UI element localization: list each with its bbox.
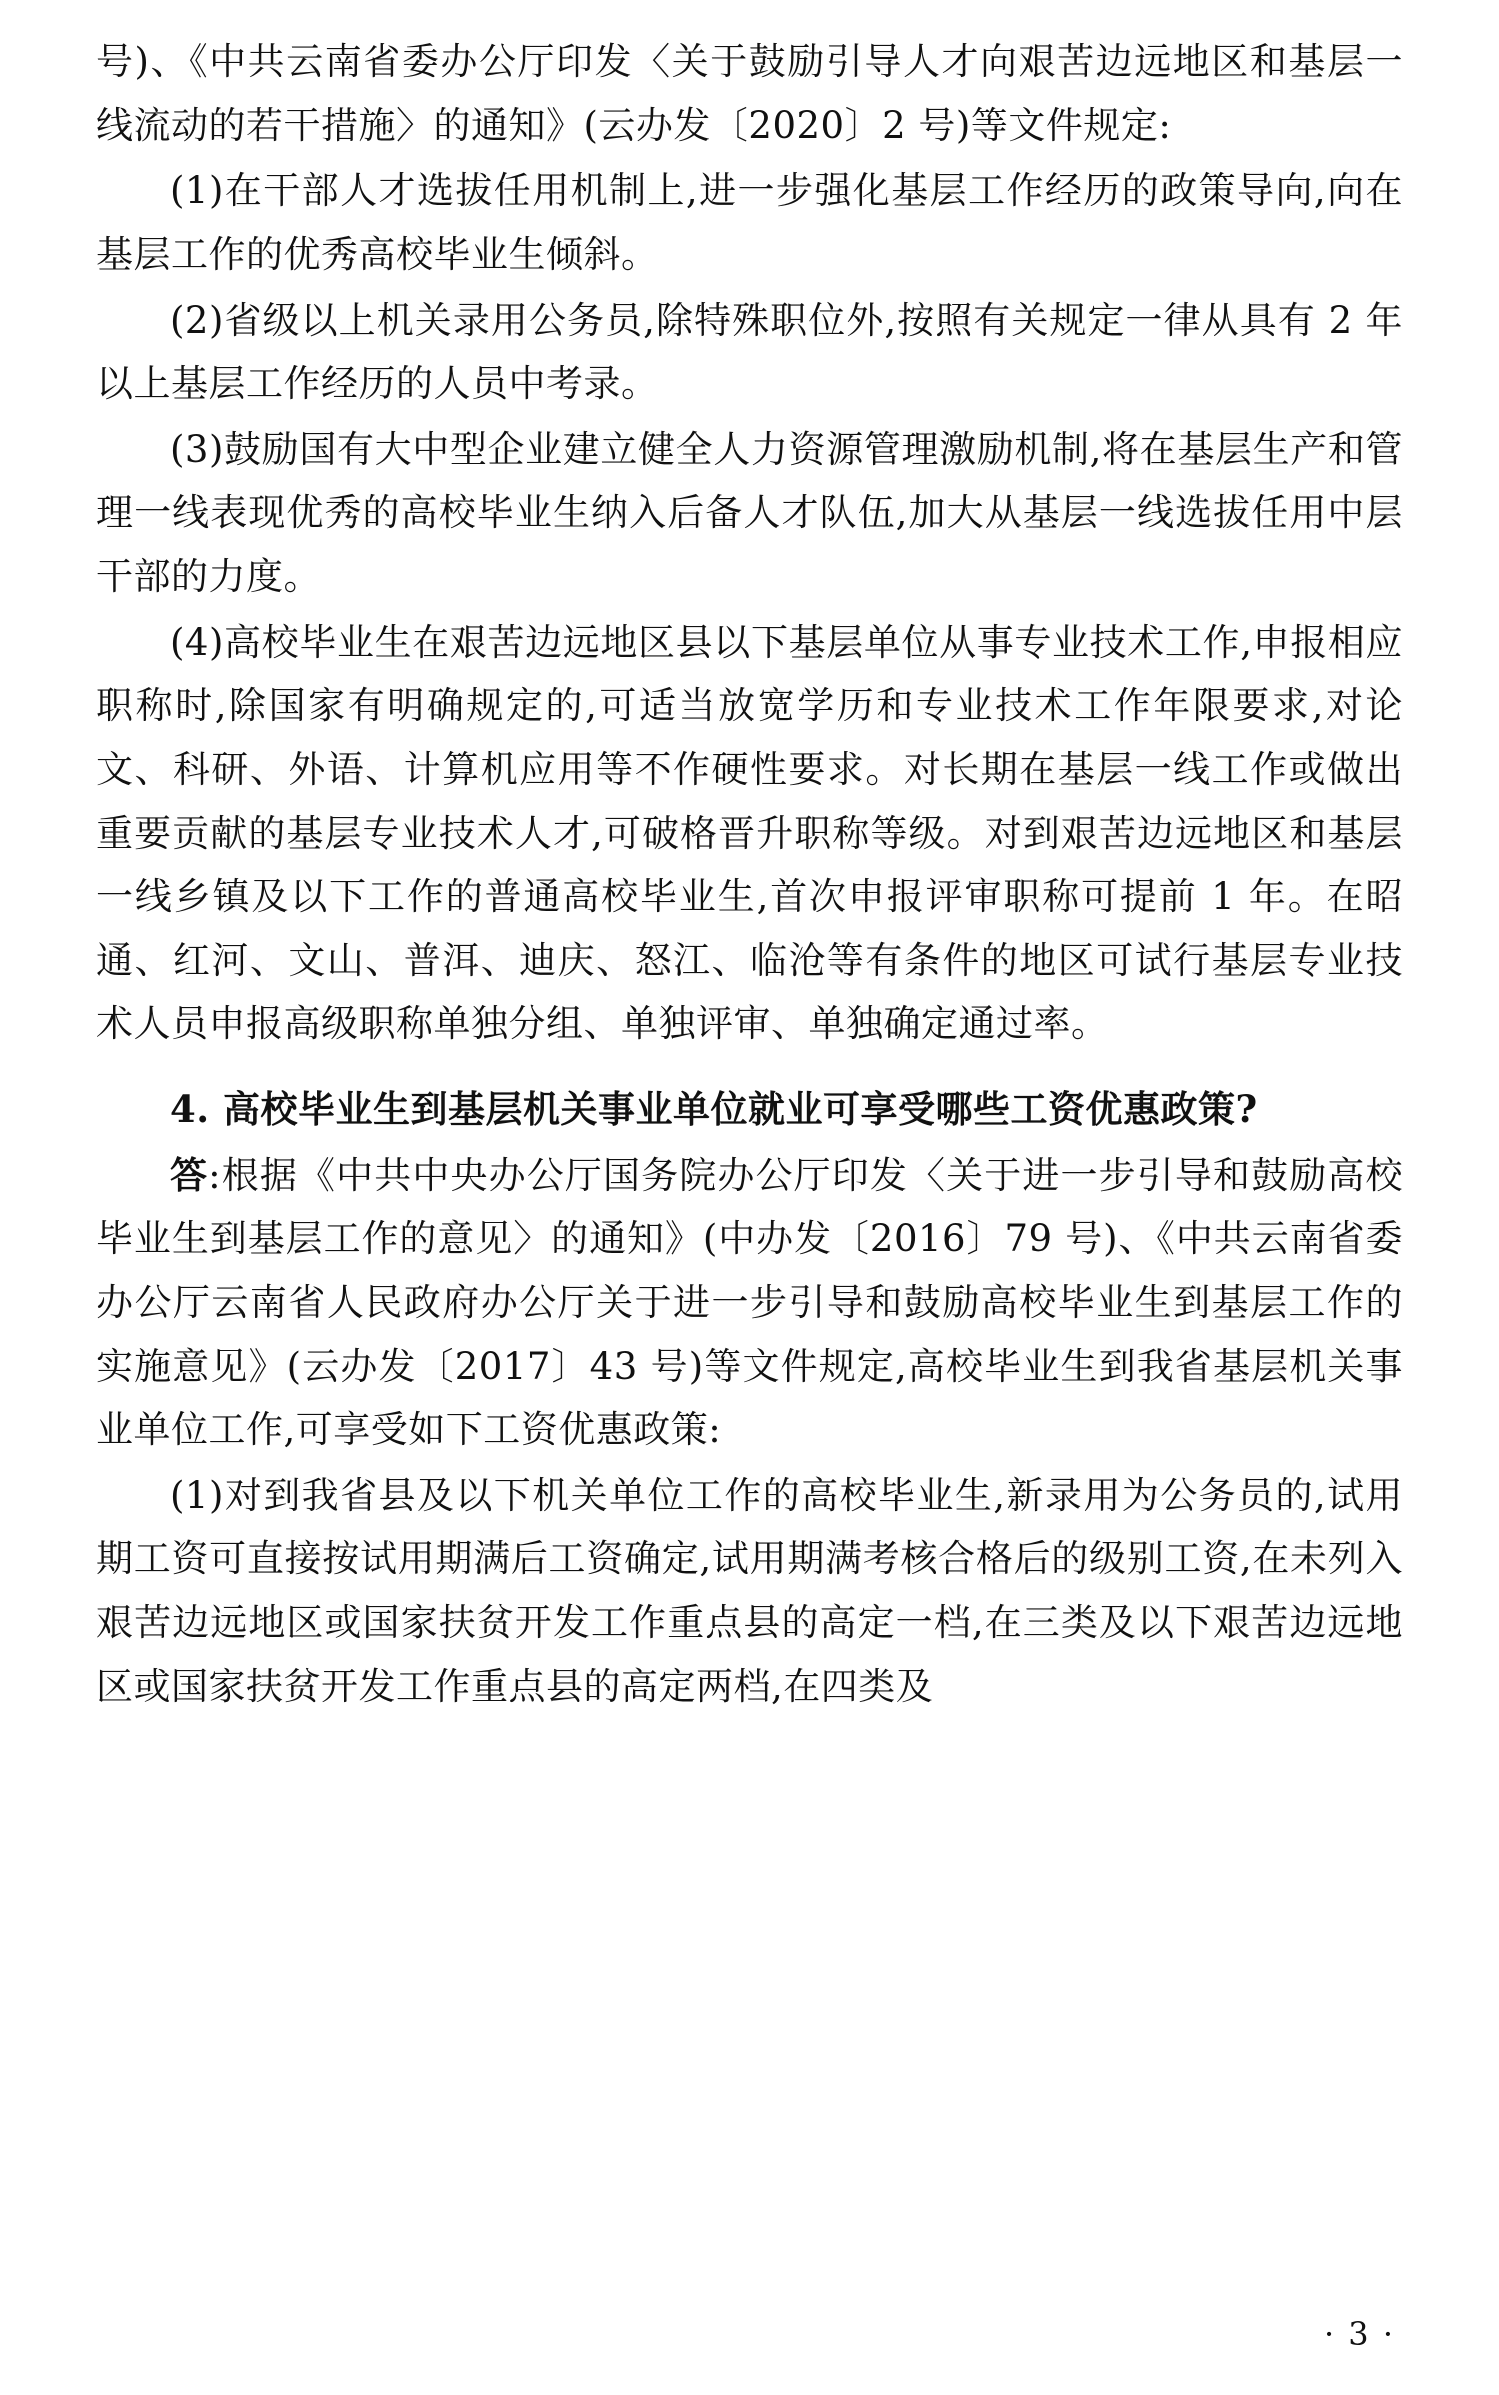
answer-text: :根据《中共中央办公厅国务院办公厅印发〈关于进一步引导和鼓励高校毕业生到基层工作的意见〉的通知》(中办发〔2016〕79 号)、《中共云南省委办公厅云南省人民政府办公厅关于进一步引导和鼓励高校毕业生到基层工作的实施意见》(云办发〔2017〕43 号)等文件规定,高校毕业生到我省基层机关事业单位工作,可享受如下工资优惠政策: xyxy=(96,1153,1404,1452)
paragraph-continuation: 号)、《中共云南省委办公厅印发〈关于鼓励引导人才向艰苦边远地区和基层一线流动的若干措施〉的通知》(云办发〔2020〕2 号)等文件规定: xyxy=(96,40,1403,147)
question-heading-4: 4. 高校毕业生到基层机关事业单位就业可享受哪些工资优惠政策? xyxy=(170,1087,1258,1131)
answer-label: 答 xyxy=(170,1152,209,1197)
answer-paragraph-4 xyxy=(96,1144,1403,1462)
paragraph-item-4: (4)高校毕业生在艰苦边远地区县以下基层单位从事专业技术工作,申报相应职称时,除国家有明确规定的,可适当放宽学历和专业技术工作年限要求,对论文、科研、外语、计算机应用等不作硬性要求。对长期在基层一线工作或做出重要贡献的基层专业技术人才,可破格晋升职称等级。对到艰苦边远地区和基层一线乡镇及以下工作的普通高校毕业生,首次申报评审职称可提前 1 年。在昭通、红河、文山、普洱、迪庆、怒江、临沧等有条件的地区可试行基层专业技术人员申报高级职称单独分组、单独评审、单独确定通过率。 xyxy=(96,620,1403,1046)
paragraph-item-2: (2)省级以上机关录用公务员,除特殊职位外,按照有关规定一律从具有 2 年以上基层工作经历的人员中考录。 xyxy=(96,298,1403,406)
paragraph-answer-item-1: (1)对到我省县及以下机关单位工作的高校毕业生,新录用为公务员的,试用期工资可直接按试用期满后工资确定,试用期满考核合格后的级别工资,在未列入艰苦边远地区或国家扶贫开发工作重点县的高定一档,在三类及以下艰苦边远地区或国家扶贫开发工作重点县的高定两档,在四类及 xyxy=(96,1473,1403,1708)
page-number: · 3 · xyxy=(1323,2315,1395,2353)
paragraph-item-1: (1)在干部人才选拔任用机制上,进一步强化基层工作经历的政策导向,向在基层工作的优秀高校毕业生倾斜。 xyxy=(96,169,1403,276)
paragraph-item-3: (3)鼓励国有大中型企业建立健全人力资源管理激励机制,将在基层生产和管理一线表现优秀的高校毕业生纳入后备人才队伍,加大从基层一线选拔任用中层干部的力度。 xyxy=(96,427,1403,598)
